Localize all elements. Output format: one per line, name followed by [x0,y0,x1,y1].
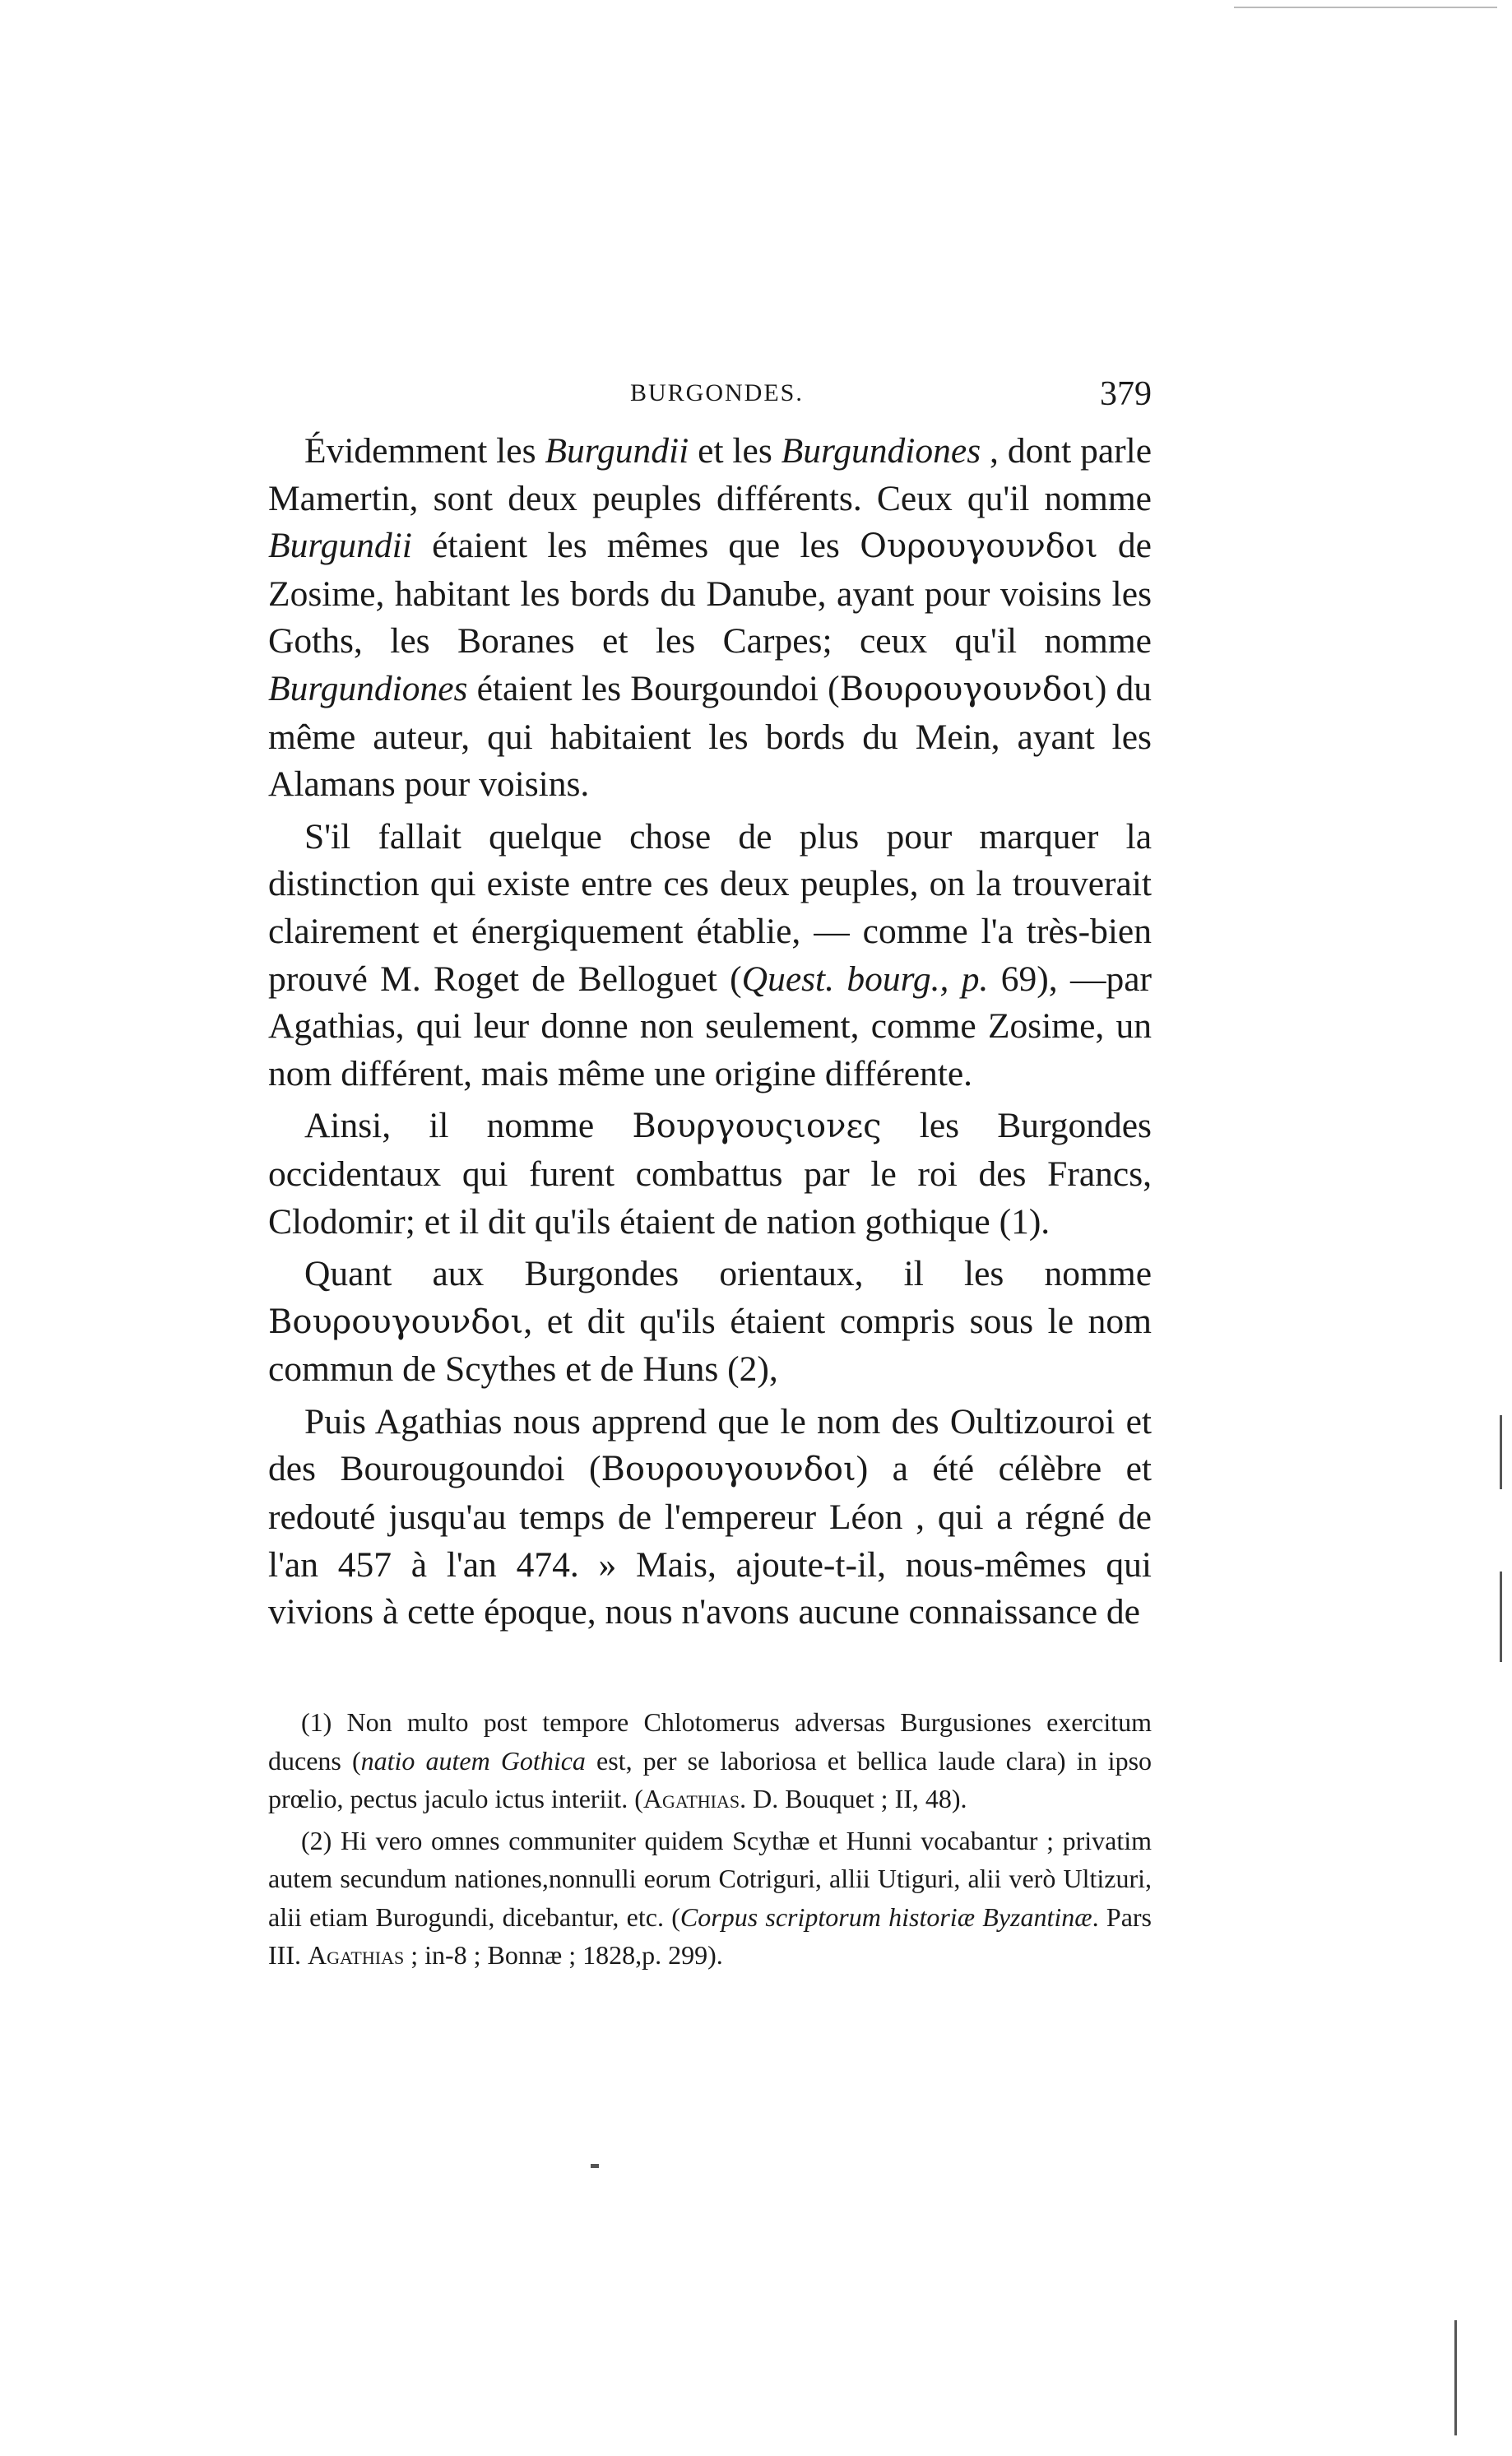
p1-italic-4: Burgundiones [268,668,468,708]
p2-italic-1: Quest. bourg., p. [741,959,989,999]
paragraph-2 [268,814,1152,1098]
p3-text-2: les Burgondes occidentaux qui furent combattus par le roi des Francs, Clodomir; et il dit qu'ils étaient de nation gothique (1). [268,1106,1152,1242]
p1-text-1: Évidemment les [304,431,545,471]
fn1-text-2: est, per se laboriosa et bellica laude clara) in ipso prœlio, pectus jaculo ictus interiit. ( [268,1745,1153,1813]
fn2-smallcaps-1: Agathias [307,1940,405,1970]
page-header [268,374,1152,424]
p1-text-3: , dont parle Mamertin, sont deux peuples différents. Ceux qu'il nomme [268,431,1153,518]
p4-text-1: Quant aux Burgondes orientaux, il les nomme [304,1254,1152,1294]
scan-mark-top-right [1234,7,1497,8]
p3-text-1: Ainsi, il nomme [304,1106,633,1146]
p4-text-2: , et dit qu'ils étaient compris sous le nom commun de Scythes et de Huns (2), [268,1301,1152,1390]
running-title: BURGONDES. [630,379,804,406]
p2-text-1: S'il fallait quelque chose de plus pour marquer la distinction qui existe entre ces deux peuples, on la trouverait clairement et énergiquement établie, — comme l'a très-bien prouvé M. Roget de Belloguet ( [268,816,1152,999]
scan-mark-right-1 [1500,1415,1502,1489]
paragraph-5 [268,1399,1152,1637]
fn1-text-1: (1) Non multo post tempore Chlotomerus adversas Burgusiones exercitum ducens ( [268,1707,1152,1776]
paragraph-3 [268,1103,1152,1246]
paragraph-4 [268,1251,1152,1394]
fn1-text-3: . D. Bouquet ; II, 48). [740,1784,967,1813]
p1-text-6: étaient les Bourgoundoi ( [467,668,840,708]
p1-greek-2: Βουρουγουνδοι [839,670,1095,708]
p1-text-7: ) du même auteur, qui habitaient les bords du Mein, ayant les Alamans pour voisins. [268,668,1152,805]
fn2-text-3: ; in-8 ; Bonnæ ; 1828,p. 299). [404,1940,723,1970]
body-text [268,428,1152,1637]
p3-greek-1: Βουργουςιονες [632,1107,882,1146]
p1-text-4: étaient les mêmes que les [411,526,860,566]
p1-text-2: et les [689,431,782,471]
scan-mark-right-3 [1454,2320,1457,2435]
p5-greek-1: Βουρουγουνδοι [601,1451,856,1489]
p1-italic-3: Burgundii [268,526,412,566]
p5-text-1: Puis Agathias nous apprend que le nom des Oultizouroi et des Bourougoundoi ( [268,1401,1152,1489]
fn1-italic-1: natio autem Gothica [360,1745,586,1776]
p1-italic-1: Burgundii [545,431,689,471]
scan-mark-right-2 [1500,1572,1502,1662]
footnotes [268,1703,1152,1978]
scan-dot-bottom [591,2164,599,2168]
fn1-smallcaps-1: Agathias [642,1784,740,1813]
footnote-2 [268,1822,1152,1975]
p4-greek-1: Βουρουγουνδοι [268,1302,524,1341]
fn2-text-1: (2) Hi vero omnes communiter quidem Scythæ et Hunni vocabantur ; privatim autem secundum nationes,nonnulli eorum Cotriguri, allii Utiguri, alii verò Ultizuri, alii etiam Burogundi, dicebantur, etc. ( [268,1825,1152,1932]
fn2-text-2: . Pars III. [268,1901,1153,1970]
p1-italic-2: Burgundiones [781,431,981,471]
p2-text-2: 69), —par Agathias, qui leur donne non seulement, comme Zosime, un nom différent, mais même une origine différente. [268,959,1152,1093]
p1-greek-1: Ουρουγουνδοι [860,527,1098,566]
paragraph-1 [268,428,1152,809]
p5-text-2: ) a été célèbre et redouté jusqu'au temps de l'empereur Léon , qui a régné de l'an 457 à l'an 474. » Mais, ajoute-t-il, nous-mêmes qui vivions à cette époque, nous n'avons aucune connaissance de [268,1449,1152,1632]
fn2-italic-1: Corpus scriptorum historiæ Byzantinæ [679,1901,1092,1932]
footnote-1 [268,1703,1152,1818]
page-number: 379 [1100,375,1152,413]
p1-text-5: de Zosime, habitant les bords du Danube, ayant pour voisins les Goths, les Boranes et les Carpes; ceux qu'il nomme [268,526,1152,662]
